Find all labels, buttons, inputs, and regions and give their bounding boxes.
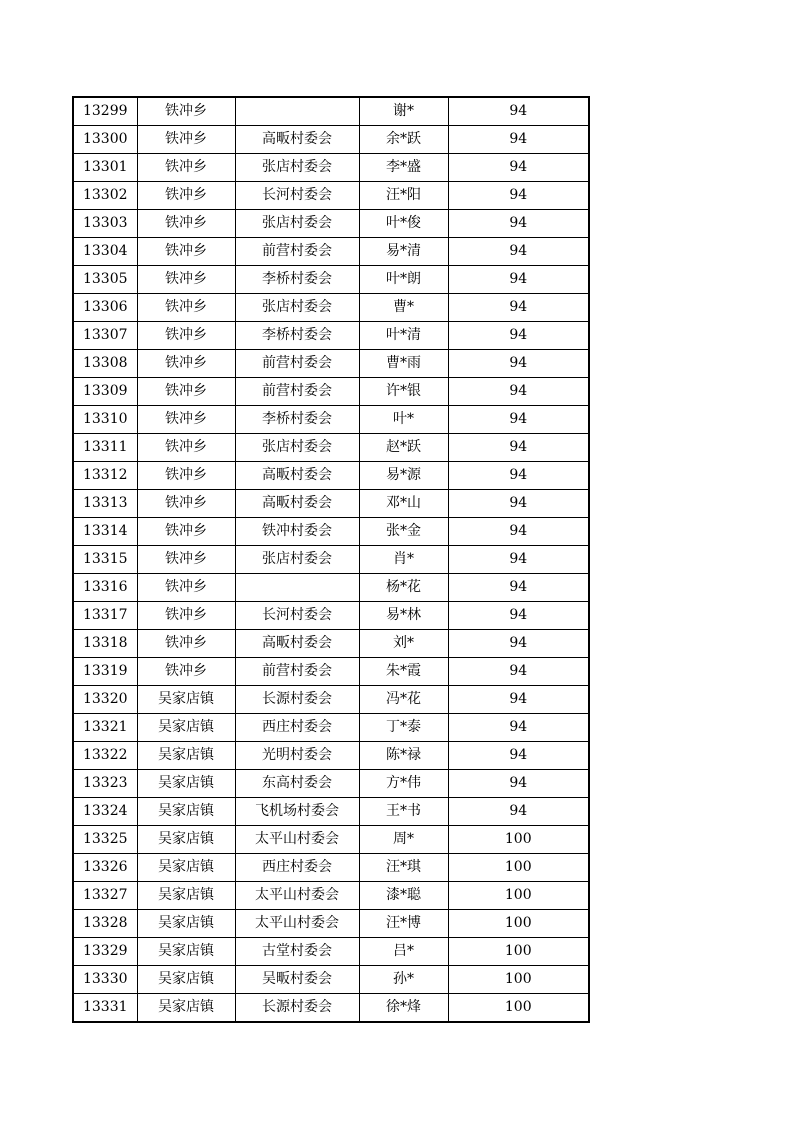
- row-number-cell: 13318: [73, 630, 137, 658]
- person-name-cell: 邓*山: [359, 490, 448, 518]
- row-number-cell: 13325: [73, 826, 137, 854]
- village-committee-cell: 吴畈村委会: [235, 966, 359, 994]
- table-row: [73, 378, 589, 406]
- village-committee-cell: 张店村委会: [235, 154, 359, 182]
- township-cell: 吴家店镇: [137, 826, 235, 854]
- person-name-cell: 王*书: [359, 798, 448, 826]
- township-cell: 吴家店镇: [137, 938, 235, 966]
- village-committee-cell: 前营村委会: [235, 350, 359, 378]
- village-committee-cell: 前营村委会: [235, 238, 359, 266]
- village-committee-cell: 太平山村委会: [235, 910, 359, 938]
- row-number-cell: 13309: [73, 378, 137, 406]
- amount-cell: 94: [448, 546, 589, 574]
- village-committee-cell: 高畈村委会: [235, 490, 359, 518]
- township-cell: 吴家店镇: [137, 994, 235, 1023]
- table-row: [73, 182, 589, 210]
- village-committee-cell: 李桥村委会: [235, 266, 359, 294]
- row-number-cell: 13315: [73, 546, 137, 574]
- row-number-cell: 13321: [73, 714, 137, 742]
- amount-cell: 100: [448, 882, 589, 910]
- row-number-cell: 13331: [73, 994, 137, 1023]
- table-row: [73, 882, 589, 910]
- township-cell: 铁冲乡: [137, 490, 235, 518]
- village-committee-cell: 张店村委会: [235, 546, 359, 574]
- row-number-cell: 13308: [73, 350, 137, 378]
- township-cell: 铁冲乡: [137, 462, 235, 490]
- amount-cell: 94: [448, 210, 589, 238]
- row-number-cell: 13301: [73, 154, 137, 182]
- person-name-cell: 曹*雨: [359, 350, 448, 378]
- table-row: [73, 910, 589, 938]
- village-committee-cell: 飞机场村委会: [235, 798, 359, 826]
- village-committee-cell: 前营村委会: [235, 658, 359, 686]
- amount-cell: 94: [448, 686, 589, 714]
- township-cell: 铁冲乡: [137, 322, 235, 350]
- village-committee-cell: 西庄村委会: [235, 714, 359, 742]
- amount-cell: 94: [448, 434, 589, 462]
- township-cell: 铁冲乡: [137, 97, 235, 126]
- person-name-cell: 周*: [359, 826, 448, 854]
- township-cell: 铁冲乡: [137, 238, 235, 266]
- township-cell: 吴家店镇: [137, 770, 235, 798]
- person-name-cell: 肖*: [359, 546, 448, 574]
- township-cell: 铁冲乡: [137, 574, 235, 602]
- village-committee-cell: 西庄村委会: [235, 854, 359, 882]
- amount-cell: 94: [448, 602, 589, 630]
- township-cell: 吴家店镇: [137, 966, 235, 994]
- row-number-cell: 13299: [73, 97, 137, 126]
- person-name-cell: 汪*博: [359, 910, 448, 938]
- table-row: [73, 994, 589, 1023]
- row-number-cell: 13313: [73, 490, 137, 518]
- township-cell: 铁冲乡: [137, 294, 235, 322]
- village-committee-cell: 高畈村委会: [235, 630, 359, 658]
- table-row: [73, 154, 589, 182]
- table-row: [73, 686, 589, 714]
- row-number-cell: 13307: [73, 322, 137, 350]
- row-number-cell: 13326: [73, 854, 137, 882]
- amount-cell: 94: [448, 742, 589, 770]
- person-name-cell: 谢*: [359, 97, 448, 126]
- table-row: [73, 630, 589, 658]
- row-number-cell: 13310: [73, 406, 137, 434]
- person-name-cell: 李*盛: [359, 154, 448, 182]
- township-cell: 铁冲乡: [137, 182, 235, 210]
- township-cell: 铁冲乡: [137, 378, 235, 406]
- village-committee-cell: 长河村委会: [235, 602, 359, 630]
- table-row: [73, 434, 589, 462]
- row-number-cell: 13328: [73, 910, 137, 938]
- village-committee-cell: 太平山村委会: [235, 826, 359, 854]
- person-name-cell: 孙*: [359, 966, 448, 994]
- table-row: [73, 406, 589, 434]
- village-committee-cell: 东高村委会: [235, 770, 359, 798]
- amount-cell: 94: [448, 182, 589, 210]
- township-cell: 吴家店镇: [137, 882, 235, 910]
- row-number-cell: 13304: [73, 238, 137, 266]
- amount-cell: 94: [448, 322, 589, 350]
- person-name-cell: 杨*花: [359, 574, 448, 602]
- township-cell: 吴家店镇: [137, 910, 235, 938]
- amount-cell: 94: [448, 518, 589, 546]
- row-number-cell: 13314: [73, 518, 137, 546]
- amount-cell: 94: [448, 97, 589, 126]
- township-cell: 吴家店镇: [137, 714, 235, 742]
- village-committee-cell: 李桥村委会: [235, 406, 359, 434]
- amount-cell: 94: [448, 126, 589, 154]
- person-name-cell: 陈*禄: [359, 742, 448, 770]
- person-name-cell: 叶*俊: [359, 210, 448, 238]
- township-cell: 铁冲乡: [137, 518, 235, 546]
- row-number-cell: 13306: [73, 294, 137, 322]
- person-name-cell: 赵*跃: [359, 434, 448, 462]
- person-name-cell: 汪*琪: [359, 854, 448, 882]
- table-row: [73, 546, 589, 574]
- amount-cell: 94: [448, 630, 589, 658]
- row-number-cell: 13323: [73, 770, 137, 798]
- township-cell: 铁冲乡: [137, 602, 235, 630]
- table-row: [73, 97, 589, 126]
- row-number-cell: 13311: [73, 434, 137, 462]
- table-row: [73, 938, 589, 966]
- amount-cell: 100: [448, 854, 589, 882]
- amount-cell: 94: [448, 462, 589, 490]
- village-committee-cell: 李桥村委会: [235, 322, 359, 350]
- table-row: [73, 602, 589, 630]
- person-name-cell: 丁*泰: [359, 714, 448, 742]
- village-committee-cell: 长河村委会: [235, 182, 359, 210]
- township-cell: 吴家店镇: [137, 854, 235, 882]
- person-name-cell: 汪*阳: [359, 182, 448, 210]
- row-number-cell: 13327: [73, 882, 137, 910]
- village-committee-cell: 高畈村委会: [235, 126, 359, 154]
- person-name-cell: 方*伟: [359, 770, 448, 798]
- row-number-cell: 13312: [73, 462, 137, 490]
- township-cell: 铁冲乡: [137, 266, 235, 294]
- township-cell: 吴家店镇: [137, 742, 235, 770]
- table-row: [73, 826, 589, 854]
- village-committee-cell: 光明村委会: [235, 742, 359, 770]
- village-committee-cell: 太平山村委会: [235, 882, 359, 910]
- village-committee-cell: 高畈村委会: [235, 462, 359, 490]
- row-number-cell: 13319: [73, 658, 137, 686]
- person-name-cell: 徐*烽: [359, 994, 448, 1023]
- person-name-cell: 易*源: [359, 462, 448, 490]
- amount-cell: 94: [448, 154, 589, 182]
- table-row: [73, 238, 589, 266]
- row-number-cell: 13329: [73, 938, 137, 966]
- table-row: [73, 210, 589, 238]
- village-committee-cell: [235, 574, 359, 602]
- table-row: [73, 462, 589, 490]
- person-name-cell: 叶*清: [359, 322, 448, 350]
- village-committee-cell: 长源村委会: [235, 994, 359, 1023]
- amount-cell: 94: [448, 770, 589, 798]
- row-number-cell: 13302: [73, 182, 137, 210]
- amount-cell: 100: [448, 938, 589, 966]
- township-cell: 铁冲乡: [137, 434, 235, 462]
- amount-cell: 94: [448, 294, 589, 322]
- village-committee-cell: 前营村委会: [235, 378, 359, 406]
- data-table: [72, 96, 590, 1023]
- row-number-cell: 13330: [73, 966, 137, 994]
- person-name-cell: 刘*: [359, 630, 448, 658]
- amount-cell: 94: [448, 266, 589, 294]
- amount-cell: 94: [448, 406, 589, 434]
- village-committee-cell: 古堂村委会: [235, 938, 359, 966]
- amount-cell: 100: [448, 826, 589, 854]
- table-row: [73, 266, 589, 294]
- row-number-cell: 13300: [73, 126, 137, 154]
- township-cell: 铁冲乡: [137, 630, 235, 658]
- person-name-cell: 许*银: [359, 378, 448, 406]
- village-committee-cell: 张店村委会: [235, 210, 359, 238]
- township-cell: 铁冲乡: [137, 210, 235, 238]
- village-committee-cell: 铁冲村委会: [235, 518, 359, 546]
- amount-cell: 94: [448, 574, 589, 602]
- person-name-cell: 吕*: [359, 938, 448, 966]
- village-committee-cell: 张店村委会: [235, 434, 359, 462]
- person-name-cell: 余*跃: [359, 126, 448, 154]
- table-row: [73, 294, 589, 322]
- table-row: [73, 322, 589, 350]
- table-row: [73, 798, 589, 826]
- table-row: [73, 714, 589, 742]
- table-row: [73, 966, 589, 994]
- person-name-cell: 叶*朗: [359, 266, 448, 294]
- person-name-cell: 叶*: [359, 406, 448, 434]
- township-cell: 铁冲乡: [137, 350, 235, 378]
- table-row: [73, 854, 589, 882]
- township-cell: 铁冲乡: [137, 126, 235, 154]
- row-number-cell: 13322: [73, 742, 137, 770]
- township-cell: 吴家店镇: [137, 686, 235, 714]
- township-cell: 铁冲乡: [137, 546, 235, 574]
- person-name-cell: 朱*霞: [359, 658, 448, 686]
- amount-cell: 100: [448, 994, 589, 1023]
- person-name-cell: 曹*: [359, 294, 448, 322]
- table-row: [73, 770, 589, 798]
- amount-cell: 94: [448, 238, 589, 266]
- village-committee-cell: 张店村委会: [235, 294, 359, 322]
- amount-cell: 94: [448, 378, 589, 406]
- person-name-cell: 张*金: [359, 518, 448, 546]
- person-name-cell: 冯*花: [359, 686, 448, 714]
- township-cell: 铁冲乡: [137, 154, 235, 182]
- row-number-cell: 13317: [73, 602, 137, 630]
- table-row: [73, 490, 589, 518]
- village-committee-cell: [235, 97, 359, 126]
- table-row: [73, 742, 589, 770]
- person-name-cell: 漆*聪: [359, 882, 448, 910]
- person-name-cell: 易*林: [359, 602, 448, 630]
- amount-cell: 94: [448, 658, 589, 686]
- village-committee-cell: 长源村委会: [235, 686, 359, 714]
- table-row: [73, 350, 589, 378]
- table-row: [73, 126, 589, 154]
- row-number-cell: 13320: [73, 686, 137, 714]
- amount-cell: 100: [448, 966, 589, 994]
- table-body: [73, 97, 589, 1022]
- row-number-cell: 13324: [73, 798, 137, 826]
- row-number-cell: 13316: [73, 574, 137, 602]
- table-row: [73, 574, 589, 602]
- amount-cell: 94: [448, 490, 589, 518]
- person-name-cell: 易*清: [359, 238, 448, 266]
- table-row: [73, 658, 589, 686]
- table-row: [73, 518, 589, 546]
- township-cell: 吴家店镇: [137, 798, 235, 826]
- amount-cell: 94: [448, 798, 589, 826]
- amount-cell: 94: [448, 350, 589, 378]
- township-cell: 铁冲乡: [137, 406, 235, 434]
- row-number-cell: 13303: [73, 210, 137, 238]
- township-cell: 铁冲乡: [137, 658, 235, 686]
- row-number-cell: 13305: [73, 266, 137, 294]
- amount-cell: 94: [448, 714, 589, 742]
- amount-cell: 100: [448, 910, 589, 938]
